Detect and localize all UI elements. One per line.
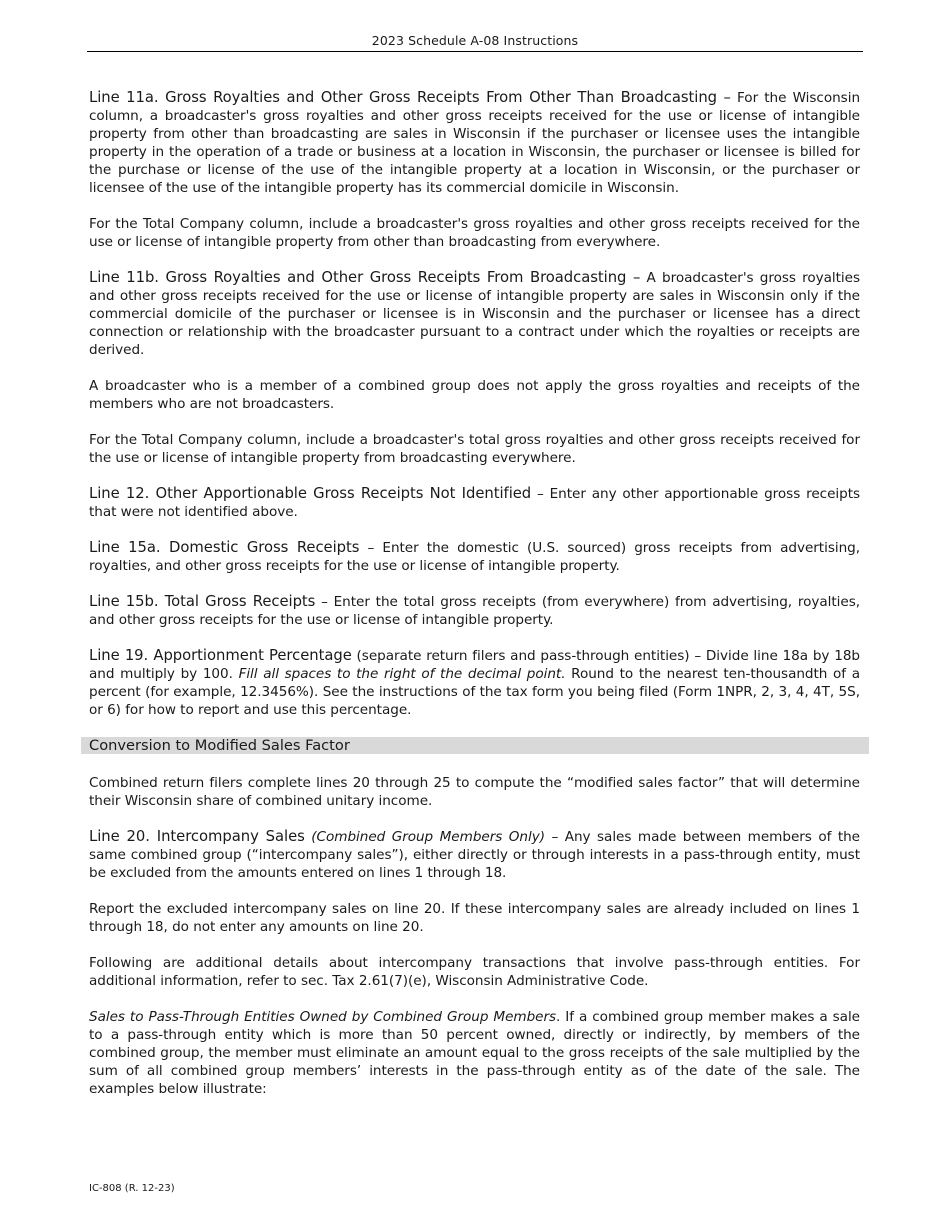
line-15a-heading: Line 15a. Domestic Gross Receipts (89, 539, 360, 556)
paragraph-line-15a (89, 539, 860, 575)
line-11a-text: For the Wisconsin column, a broadcaster's gross royalties and other gross receipts received for the use or license of intangible property from other than broadcasting are sales in Wisconsin if the purchaser or licensee uses the intangible property in the operation of a trade or business at a location in Wisconsin, the purchaser or licensee is billed for the purchase or license of the use of the intangible property at a location in Wisconsin, or the purchaser or licensee of the use of the intangible property has its commercial domicile in Wisconsin. (89, 90, 861, 196)
combined-filers-text: Combined return filers complete lines 20 through 25 to compute the “modified sales factor” that will determine their Wisconsin share of combined unitary income. (89, 775, 860, 809)
line-19-heading: Line 19. Apportionment Percentage (89, 647, 352, 664)
line-20-emphasis: (Combined Group Members Only) (304, 829, 545, 845)
line-19-emphasis: Fill all spaces to the right of the decimal point. (238, 666, 566, 682)
line-12-heading: Line 12. Other Apportionable Gross Receipts Not Identified (89, 485, 532, 502)
paragraph-line-11a (89, 89, 860, 197)
page-footer (89, 1183, 175, 1195)
pass-through-sales-heading: Sales to Pass-Through Entities Owned by Combined Group Members (89, 1009, 557, 1025)
section-heading-modified-sales-factor (81, 737, 869, 754)
paragraph-line-11b (89, 269, 860, 359)
page-header (87, 33, 863, 52)
paragraph-additional-details (89, 954, 860, 990)
paragraph-line-12 (89, 485, 860, 521)
section-heading-text: Conversion to Modified Sales Factor (89, 737, 350, 754)
pass-through-sales-text: . If a combined group member makes a sale to a pass-through entity which is more than 50 percent owned, directly or indirectly, by members of the combined group, the member must eliminate an amount equal to the gross receipts of the sale multiplied by the sum of all combined group members’ interests in the pass-through entity as of the date of the sale. The examples below illustrate: (89, 1009, 860, 1097)
paragraph-line-11a-total (89, 215, 860, 251)
line-15a-text: – Enter the domestic (U.S. sourced) gross receipts from advertising, royalties, and other gross receipts for the use or license of intangible property. (89, 540, 860, 574)
report-excluded-text: Report the excluded intercompany sales on line 20. If these intercompany sales are already included on lines 1 through 18, do not enter any amounts on line 20. (89, 901, 860, 935)
line-11b-heading: Line 11b. Gross Royalties and Other Gross Receipts From Broadcasting – (89, 269, 641, 286)
line-11b-total-text: For the Total Company column, include a broadcaster's total gross royalties and other gross receipts received for the use or license of intangible property from broadcasting everywhere. (89, 432, 860, 466)
document-title: 2023 Schedule A-08 Instructions (371, 33, 579, 48)
broadcaster-member-text: A broadcaster who is a member of a combined group does not apply the gross royalties and receipts of the members who are not broadcasters. (89, 378, 860, 412)
line-15b-heading: Line 15b. Total Gross Receipts (89, 593, 316, 610)
line-12-text: – Enter any other apportionable gross receipts that were not identified above. (89, 486, 861, 520)
line-20-heading: Line 20. Intercompany Sales (89, 828, 305, 845)
form-id: IC-808 (R. 12-23) (89, 1183, 175, 1194)
line-19-text-a: (separate return filers and pass-through entities) – Divide line 18a by 18b and multiply by 100. (89, 648, 860, 682)
paragraph-pass-through-sales (89, 1008, 860, 1098)
line-19-text-b: Round to the nearest ten-thousandth of a percent (for example, 12.3456%). See the instructions of the tax form you being filed (Form 1NPR, 2, 3, 4, 4T, 5S, or 6) for how to report and use this percentage. (89, 666, 860, 718)
line-20-text: – Any sales made between members of the same combined group (“intercompany sales”), either directly or through interests in a pass-through entity, must be excluded from the amounts entered on lines 1 through 18. (89, 829, 860, 881)
line-11a-total-text: For the Total Company column, include a broadcaster's gross royalties and other gross receipts received for the use or license of intangible property from other than broadcasting from everywhere. (89, 216, 860, 250)
paragraph-line-15b (89, 593, 860, 629)
paragraph-line-11b-total (89, 431, 860, 467)
additional-details-text: Following are additional details about intercompany transactions that involve pass-through entities. For additional information, refer to sec. Tax 2.61(7)(e), Wisconsin Administrative Code. (89, 955, 860, 989)
paragraph-combined-filers (89, 774, 860, 810)
line-15b-text: – Enter the total gross receipts (from everywhere) from advertising, royalties, and other gross receipts for the use or license of intangible property. (89, 594, 860, 628)
paragraph-line-20 (89, 828, 860, 882)
line-11a-heading: Line 11a. Gross Royalties and Other Gross Receipts From Other Than Broadcasting – (89, 89, 731, 106)
document-body (89, 89, 860, 1116)
paragraph-line-19 (89, 647, 860, 719)
paragraph-broadcaster-member (89, 377, 860, 413)
paragraph-report-excluded (89, 900, 860, 936)
line-11b-text: A broadcaster's gross royalties and other gross receipts received for the use or license of intangible property are sales in Wisconsin only if the commercial domicile of the purchaser or licensee is in Wisconsin and the purchaser or licensee has a direct connection or relationship with the broadcaster pursuant to a contract under which the royalties or receipts are derived. (89, 270, 860, 358)
